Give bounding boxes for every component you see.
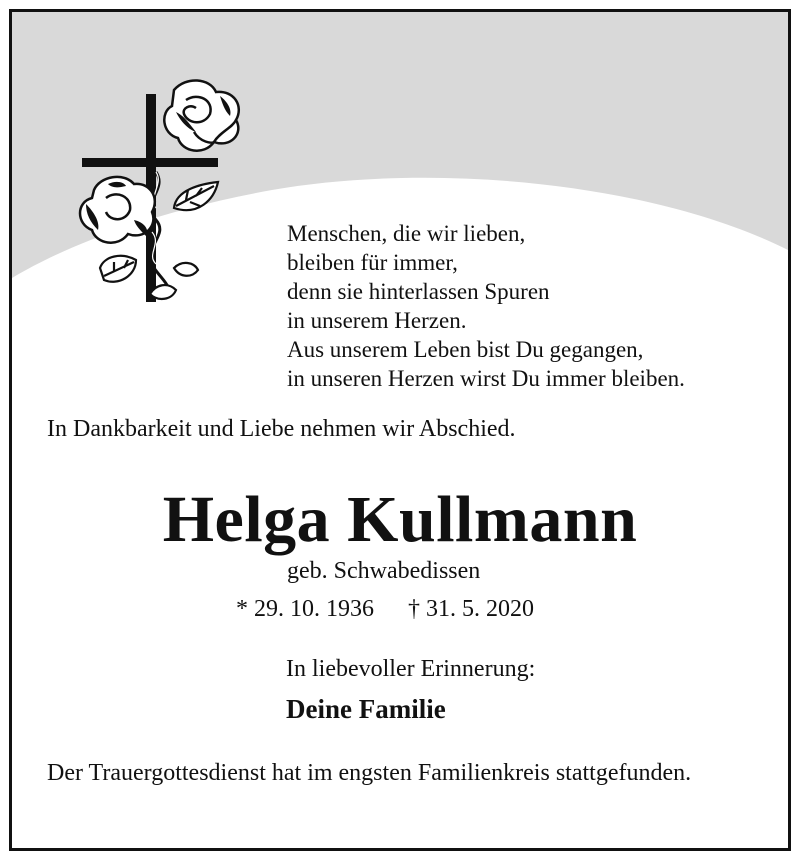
life-dates xyxy=(236,596,534,623)
poem-line: bleiben für immer, xyxy=(287,250,458,275)
birth-date: * 29. 10. 1936 xyxy=(236,596,374,622)
poem-line: Aus unserem Leben bist Du gegangen, xyxy=(287,337,644,362)
birth-name: geb. Schwabedissen xyxy=(287,558,481,584)
family-signature: Deine Familie xyxy=(286,694,446,724)
poem-line: in unserem Herzen. xyxy=(287,308,467,333)
poem-text xyxy=(287,219,685,393)
obituary-frame xyxy=(9,9,791,851)
death-date: † 31. 5. 2020 xyxy=(408,596,534,622)
poem-line: Menschen, die wir lieben, xyxy=(287,221,526,246)
cross-with-roses-icon xyxy=(64,72,264,322)
intro-text: In Dankbarkeit und Liebe nehmen wir Abschied. xyxy=(47,416,516,442)
poem-line: in unseren Herzen wirst Du immer bleiben. xyxy=(287,366,685,391)
service-notice: Der Trauergottesdienst hat im engsten Familienkreis stattgefunden. xyxy=(47,760,692,786)
memory-text: In liebevoller Erinnerung: xyxy=(286,656,536,682)
deceased-name: Helga Kullmann xyxy=(162,483,638,556)
poem-line: denn sie hinterlassen Spuren xyxy=(287,279,550,304)
